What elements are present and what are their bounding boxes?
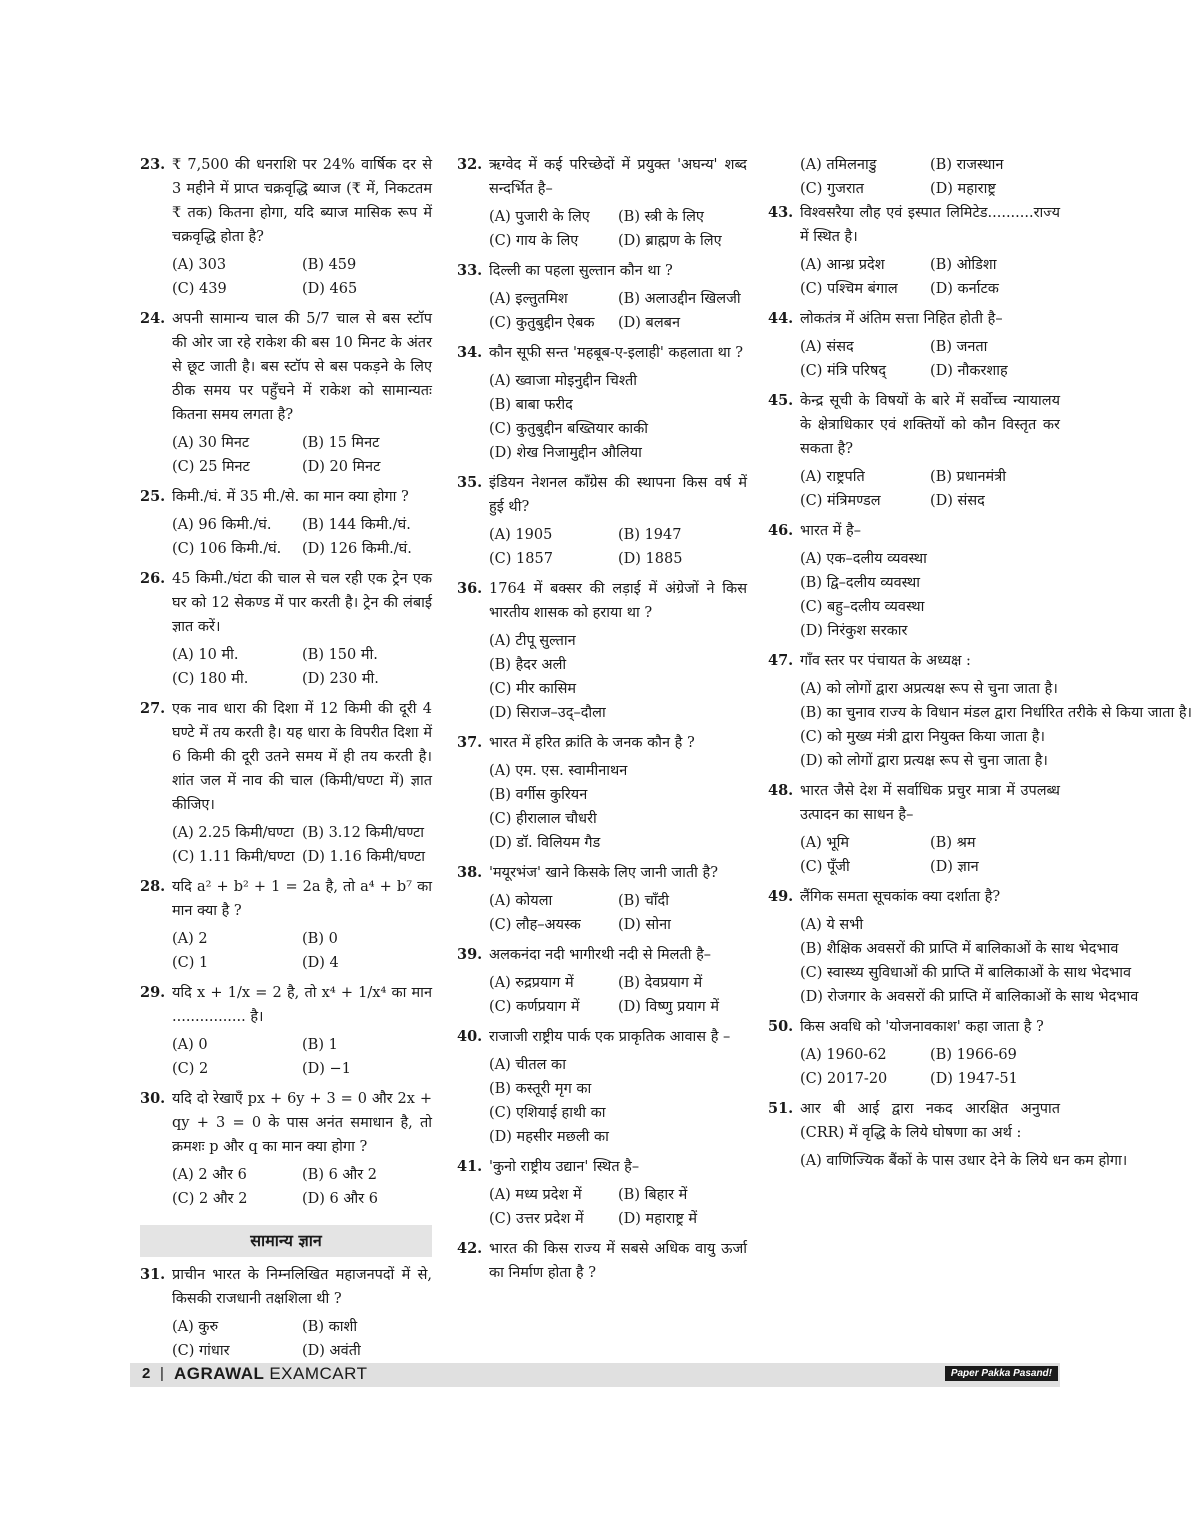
question-row	[768, 201, 1060, 249]
question-row	[768, 1097, 1060, 1145]
question	[140, 1263, 432, 1363]
option: (D) संसद	[930, 493, 985, 509]
option: (D) 126 किमी./घं.	[302, 541, 412, 557]
question-row	[140, 875, 432, 923]
option: (A) रुद्रप्रयाग में	[489, 975, 574, 991]
question-number: 23.	[140, 156, 166, 173]
question-row	[457, 1155, 747, 1179]
question-number: 35.	[457, 474, 483, 491]
option: (D) ब्राह्मण के लिए	[618, 233, 722, 249]
options-grid	[140, 1163, 432, 1211]
option: (B) ओडिशा	[930, 257, 997, 273]
option: (C) लौह–अयस्क	[489, 917, 581, 933]
option: (A) 2.25 किमी/घण्टा	[172, 825, 294, 841]
option: (B) राजस्थान	[930, 157, 1004, 173]
option: (D) महसीर मछली का	[489, 1129, 609, 1145]
question-row	[457, 259, 747, 283]
options-grid	[140, 821, 432, 869]
option: (C) कुतुबुद्दीन ऐबक	[489, 315, 595, 331]
options-grid	[768, 1043, 1060, 1091]
question-text: भारत में है–	[800, 523, 861, 539]
question-number: 38.	[457, 864, 483, 881]
options-grid	[457, 1053, 747, 1149]
question-row	[457, 1025, 747, 1049]
option: (C) 2017-20	[800, 1071, 888, 1087]
option: (B) 150 मी.	[302, 647, 378, 663]
option: (C) 1857	[489, 551, 553, 567]
option: (D) −1	[302, 1061, 351, 1077]
option: (C) गाय के लिए	[489, 233, 579, 249]
option: (D) ज्ञान	[930, 859, 979, 875]
option: (D) शेख निजामुद्दीन औलिया	[489, 445, 642, 461]
option: (D) महाराष्ट्र	[930, 181, 996, 197]
question-number: 26.	[140, 570, 166, 587]
question-number: 43.	[768, 204, 794, 221]
options-grid	[457, 523, 747, 571]
question-text: अलकनंदा नदी भागीरथी नदी से मिलती है–	[489, 947, 712, 963]
option: (A) कोयला	[489, 893, 553, 909]
option: (B) चाँदी	[618, 893, 669, 909]
option: (A) संसद	[800, 339, 854, 355]
option: (C) कर्णप्रयाग में	[489, 999, 580, 1015]
option: (D) सोना	[618, 917, 671, 933]
question-text: इंडियन नेशनल कॉंग्रेस की स्थापना किस वर्ष में हुई थी?	[489, 475, 747, 515]
option: (D) निरंकुश सरकार	[800, 623, 908, 639]
option: (D) 1947-51	[930, 1071, 1018, 1087]
option: (C) बहु–दलीय व्यवस्था	[800, 599, 925, 615]
question-row	[457, 731, 747, 755]
option: (B) कस्तूरी मृग का	[489, 1081, 592, 1097]
options-grid	[768, 335, 1060, 383]
question-row	[457, 1237, 747, 1285]
option: (A) 1905	[489, 527, 553, 543]
question	[768, 1015, 1060, 1091]
question-row	[140, 1263, 432, 1311]
question-number: 34.	[457, 344, 483, 361]
options-grid	[768, 677, 1193, 773]
option: (C) गुजरात	[800, 181, 864, 197]
question-row	[140, 485, 432, 509]
question	[140, 567, 432, 691]
question-text: प्राचीन भारत के निम्नलिखित महाजनपदों में से, किसकी राजधानी तक्षशिला थी ?	[172, 1267, 432, 1307]
question-number: 49.	[768, 888, 794, 905]
option: (B) 0	[302, 931, 338, 947]
option: (B) 6 और 2	[302, 1167, 378, 1183]
question-row	[768, 519, 1060, 543]
option: (D) 1885	[618, 551, 683, 567]
question-row	[768, 307, 1060, 331]
question-number: 40.	[457, 1028, 483, 1045]
question-text: लोकतंत्र में अंतिम सत्ता निहित होती है–	[800, 311, 1003, 327]
option: (A) 96 किमी./घं.	[172, 517, 272, 533]
question	[457, 861, 747, 937]
question-text: 45 किमी./घंटा की चाल से चल रही एक ट्रेन एक घर को 12 सेकण्ड में पार करती है। ट्रेन की लंबाई ज्ञात करें।	[172, 571, 432, 635]
options-grid	[768, 831, 1060, 879]
question	[140, 697, 432, 869]
options-grid	[457, 889, 747, 937]
option: (C) कुतुबुद्दीन बख्तियार काकी	[489, 421, 649, 437]
brand-name-rest: EXAMCART	[269, 1364, 368, 1383]
option: (D) सिराज–उद्–दौला	[489, 705, 606, 721]
option: (C) हीरालाल चौधरी	[489, 811, 597, 827]
option: (D) कर्नाटक	[930, 281, 999, 297]
brand-logo	[174, 1364, 367, 1384]
option: (A) 2 और 6	[172, 1167, 247, 1183]
page-footer	[130, 1363, 1060, 1387]
section-heading: सामान्य ज्ञान	[140, 1225, 432, 1257]
question-row	[457, 471, 747, 519]
option: (C) पश्चिम बंगाल	[800, 281, 898, 297]
option: (A) टीपू सुल्तान	[489, 633, 576, 649]
options-grid	[768, 547, 1060, 643]
option: (D) 230 मी.	[302, 671, 379, 687]
option: (D) डॉ. विलियम गैड	[489, 835, 601, 851]
question	[140, 875, 432, 975]
option: (C) गांधार	[172, 1343, 230, 1359]
question-number: 45.	[768, 392, 794, 409]
option: (B) 459	[302, 257, 357, 273]
option: (A) इल्तुतमिश	[489, 291, 568, 307]
question-row	[140, 153, 432, 249]
options-grid	[768, 913, 1139, 1009]
options-grid	[457, 369, 747, 465]
question-text: भारत जैसे देश में सर्वाधिक प्रचुर मात्रा में उपलब्ध उत्पादन का साधन है–	[800, 783, 1060, 823]
option: (B) प्रधानमंत्री	[930, 469, 1006, 485]
question-text: कौन सूफी सन्त 'महबूब-ए-इलाही' कहलाता था ?	[489, 345, 743, 361]
option: (C) स्वास्थ्य सुविधाओं की प्राप्ति में बालिकाओं के साथ भेदभाव	[800, 965, 1132, 981]
question-text: दिल्ली का पहला सुल्तान कौन था ?	[489, 263, 673, 279]
question-number: 47.	[768, 652, 794, 669]
options-grid	[768, 253, 1060, 301]
option: (D) विष्णु प्रयाग में	[618, 999, 719, 1015]
question-text: राजाजी राष्ट्रीय पार्क एक प्राकृतिक आवास है –	[489, 1029, 731, 1045]
question-row	[768, 389, 1060, 461]
option: (A) 1960-62	[800, 1047, 887, 1063]
question-row	[768, 1015, 1060, 1039]
question	[457, 1237, 747, 1285]
option: (C) मंत्रि परिषद्	[800, 363, 887, 379]
question-number: 31.	[140, 1266, 166, 1283]
question-text: भारत की किस राज्य में सबसे अधिक वायु ऊर्जा का निर्माण होता है ?	[489, 1241, 747, 1281]
question-text: आर बी आई द्वारा नकद आरक्षित अनुपात (CRR) में वृद्धि के लिये घोषणा का अर्थ :	[800, 1101, 1060, 1141]
option: (D) को लोगों द्वारा प्रत्यक्ष रूप से चुना जाता है।	[800, 753, 1048, 769]
option: (C) मंत्रिमण्डल	[800, 493, 881, 509]
question-text: अपनी सामान्य चाल की 5/7 चाल से बस स्टॉप की ओर जा रहे राकेश की बस 10 मिनट के अंतर से छूट जाती है। बस स्टॉप से बस पकड़ने के लिए ठीक समय पर पहुँचने में राकेश को सामान्यतः कितना समय लगता है?	[172, 311, 432, 423]
question	[140, 981, 432, 1081]
question-row	[768, 885, 1060, 909]
question	[768, 779, 1060, 879]
question	[768, 649, 1193, 773]
question-number: 25.	[140, 488, 166, 505]
option: (B) 1	[302, 1037, 338, 1053]
option: (A) तमिलनाडु	[800, 157, 877, 173]
question-row	[140, 981, 432, 1029]
question	[457, 577, 747, 725]
question	[768, 1097, 1128, 1173]
options-grid	[140, 513, 432, 561]
question-number: 36.	[457, 580, 483, 597]
option: (A) को लोगों द्वारा अप्रत्यक्ष रूप से चुना जाता है।	[800, 681, 1058, 697]
option: (A) वाणिज्यिक बैंकों के पास उधार देने के लिये धन कम होगा।	[800, 1153, 1128, 1169]
option: (A) ख्वाजा मोइनुद्दीन चिश्ती	[489, 373, 638, 389]
option: (A) मध्य प्रदेश में	[489, 1187, 582, 1203]
question-text: यदि a² + b² + 1 = 2a है, तो a⁴ + b⁷ का मान क्या है ?	[172, 879, 432, 919]
question-number: 39.	[457, 946, 483, 963]
option: (A) राष्ट्रपति	[800, 469, 865, 485]
option: (B) वर्गीस कुरियन	[489, 787, 588, 803]
question-row	[140, 567, 432, 639]
question-row	[457, 943, 747, 967]
question-text: भारत में हरित क्रांति के जनक कौन है ?	[489, 735, 695, 751]
option: (C) 25 मिनट	[172, 459, 250, 475]
question	[457, 731, 747, 855]
options-grid	[140, 1033, 432, 1081]
column-3	[768, 153, 1193, 1179]
question-number: 28.	[140, 878, 166, 895]
question	[140, 307, 432, 479]
options-grid	[140, 431, 432, 479]
option: (D) रोजगार के अवसरों की प्राप्ति में बालिकाओं के साथ भेदभाव	[800, 989, 1139, 1005]
option: (A) 10 मी.	[172, 647, 239, 663]
option: (D) नौकरशाह	[930, 363, 1008, 379]
brand-tagline: Paper Pakka Pasand!	[945, 1366, 1058, 1381]
question-text: यदि x + 1/x = 2 है, तो x⁴ + 1/x⁴ का मान ................ है।	[172, 985, 432, 1025]
option: (D) अवंती	[302, 1343, 361, 1359]
question-number: 50.	[768, 1018, 794, 1035]
option: (D) 6 और 6	[302, 1191, 378, 1207]
question	[768, 885, 1139, 1009]
options-grid	[457, 205, 747, 253]
option: (B) 15 मिनट	[302, 435, 380, 451]
question-row	[768, 779, 1060, 827]
column-1	[140, 153, 432, 1369]
option: (C) 1.11 किमी/घण्टा	[172, 849, 295, 865]
option: (B) 1947	[618, 527, 682, 543]
options-grid	[457, 287, 747, 335]
question	[457, 341, 747, 465]
question-number: 32.	[457, 156, 483, 173]
option: (C) मीर कासिम	[489, 681, 577, 697]
question-number: 30.	[140, 1090, 166, 1107]
options-grid	[140, 253, 432, 301]
option: (C) उत्तर प्रदेश में	[489, 1211, 584, 1227]
question-number: 46.	[768, 522, 794, 539]
option: (A) एक–दलीय व्यवस्था	[800, 551, 927, 567]
question-text: ₹ 7,500 की धनराशि पर 24% वार्षिक दर से 3 महीने में प्राप्त चक्रवृद्धि ब्याज (₹ में, निकटतम ₹ तक) कितना होगा, यदि ब्याज मासिक रूप में चक्रवृद्धि होता है?	[172, 157, 432, 245]
question-row	[457, 341, 747, 365]
question-row	[457, 861, 747, 885]
option: (A) चीतल का	[489, 1057, 566, 1073]
options-grid	[768, 465, 1060, 513]
question	[768, 389, 1060, 513]
option: (A) एम. एस. स्वामीनाथन	[489, 763, 628, 779]
question-text: केन्द्र सूची के विषयों के बारे में सर्वोच्च न्यायालय के क्षेत्राधिकार एवं शक्तियों को कौन विस्तृत कर सकता है?	[800, 393, 1060, 457]
question-row	[768, 649, 1060, 673]
column-2	[457, 153, 747, 1291]
question-number: 27.	[140, 700, 166, 717]
question-text: लैंगिक समता सूचकांक क्या दर्शाता है?	[800, 889, 1001, 905]
question	[768, 201, 1060, 301]
options-grid	[140, 1315, 432, 1363]
option: (B) द्वि–दलीय व्यवस्था	[800, 575, 921, 591]
option: (C) 2	[172, 1061, 209, 1077]
option: (B) बाबा फरीद	[489, 397, 573, 413]
option: (D) 4	[302, 955, 339, 971]
question-row	[457, 153, 747, 201]
question-number: 48.	[768, 782, 794, 799]
option: (D) बलबन	[618, 315, 680, 331]
option: (B) 1966-69	[930, 1047, 1017, 1063]
option: (C) 180 मी.	[172, 671, 249, 687]
question-number: 42.	[457, 1240, 483, 1257]
question	[457, 943, 747, 1019]
brand-name-bold: AGRAWAL	[174, 1364, 270, 1383]
option: (B) स्त्री के लिए	[618, 209, 704, 225]
question-number: 33.	[457, 262, 483, 279]
page-number: 2	[142, 1365, 151, 1382]
option: (A) भूमि	[800, 835, 850, 851]
question	[768, 307, 1060, 383]
options-grid	[457, 971, 747, 1019]
option: (B) का चुनाव राज्य के विधान मंडल द्वारा निर्धारित तरीके से किया जाता है।	[800, 705, 1193, 721]
question	[140, 1087, 432, 1211]
option: (C) 2 और 2	[172, 1191, 248, 1207]
question-row	[457, 577, 747, 625]
question	[457, 153, 747, 253]
option: (C) 106 किमी./घं.	[172, 541, 282, 557]
option: (A) 303	[172, 257, 227, 273]
question	[457, 1155, 747, 1231]
option: (C) को मुख्य मंत्री द्वारा नियुक्त किया जाता है।	[800, 729, 1045, 745]
question	[768, 519, 1060, 643]
question-number: 24.	[140, 310, 166, 327]
option: (B) देवप्रयाग में	[618, 975, 703, 991]
question-text: ऋग्वेद में कई परिच्छेदों में प्रयुक्त 'अघन्य' शब्द सन्दर्भित है–	[489, 157, 747, 197]
question-text: किमी./घं. में 35 मी./से. का मान क्या होगा ?	[172, 489, 409, 505]
option: (A) 30 मिनट	[172, 435, 250, 451]
question	[140, 485, 432, 561]
options-grid	[140, 927, 432, 975]
option: (D) 1.16 किमी/घण्टा	[302, 849, 426, 865]
option: (D) 20 मिनट	[302, 459, 381, 475]
options-grid	[457, 1183, 747, 1231]
question-text: यदि दो रेखाएँ px + 6y + 3 = 0 और 2x + qy + 3 = 0 के पास अनंत समाधान है, तो क्रमशः p और q का मान क्या होगा ?	[172, 1091, 432, 1155]
question-number: 51.	[768, 1100, 794, 1117]
option: (B) काशी	[302, 1319, 358, 1335]
question-number: 29.	[140, 984, 166, 1001]
options-grid	[457, 629, 747, 725]
option: (B) बिहार में	[618, 1187, 688, 1203]
option: (C) पूँजी	[800, 859, 850, 875]
option: (D) 465	[302, 281, 358, 297]
option: (C) 439	[172, 281, 227, 297]
option: (B) श्रम	[930, 835, 976, 851]
option: (A) कुरु	[172, 1319, 219, 1335]
option: (A) ये सभी	[800, 917, 864, 933]
question-text: 'कुनो राष्ट्रीय उद्यान' स्थित है–	[489, 1159, 640, 1175]
question-text: गाँव स्तर पर पंचायत के अध्यक्ष :	[800, 653, 971, 669]
option: (A) पुजारी के लिए	[489, 209, 590, 225]
option: (B) हैदर अली	[489, 657, 567, 673]
option: (A) आन्ध्र प्रदेश	[800, 257, 885, 273]
option: (B) 3.12 किमी/घण्टा	[302, 825, 425, 841]
options-grid	[768, 153, 1060, 201]
question-number: 44.	[768, 310, 794, 327]
option: (B) 144 किमी./घं.	[302, 517, 411, 533]
option: (C) 1	[172, 955, 209, 971]
question-text: एक नाव धारा की दिशा में 12 किमी की दूरी 4 घण्टे में तय करती है। यह धारा के विपरीत दिशा में 6 किमी की दूरी उतने समय में ही तय करती है। शांत जल में नाव की चाल (किमी/घण्टा में) ज्ञात कीजिए।	[172, 701, 432, 813]
option: (B) अलाउद्दीन खिलजी	[618, 291, 741, 307]
option: (D) महाराष्ट्र में	[618, 1211, 698, 1227]
option: (A) 0	[172, 1037, 208, 1053]
question-row	[140, 697, 432, 817]
question	[140, 153, 432, 301]
question	[457, 471, 747, 571]
question-row	[140, 307, 432, 427]
footer-separator: |	[160, 1365, 164, 1382]
question-text: 'मयूरभंज' खाने किसके लिए जानी जाती है?	[489, 865, 719, 881]
question-text: 1764 में बक्सर की लड़ाई में अंग्रेजों ने किस भारतीय शासक को हराया था ?	[489, 581, 747, 621]
options-grid	[140, 643, 432, 691]
question	[457, 259, 747, 335]
option: (B) जनता	[930, 339, 988, 355]
question-text: किस अवधि को 'योजनावकाश' कहा जाता है ?	[800, 1019, 1044, 1035]
question-number: 41.	[457, 1158, 483, 1175]
option: (B) शैक्षिक अवसरों की प्राप्ति में बालिकाओं के साथ भेदभाव	[800, 941, 1119, 957]
options-grid	[768, 1149, 1128, 1173]
question-row	[140, 1087, 432, 1159]
option: (A) 2	[172, 931, 208, 947]
option: (C) एशियाई हाथी का	[489, 1105, 606, 1121]
question-text: विश्वसरैया लौह एवं इस्पात लिमिटेड..........राज्य में स्थित है।	[800, 205, 1060, 245]
question	[457, 1025, 747, 1149]
options-grid	[457, 759, 747, 855]
question-number: 37.	[457, 734, 483, 751]
